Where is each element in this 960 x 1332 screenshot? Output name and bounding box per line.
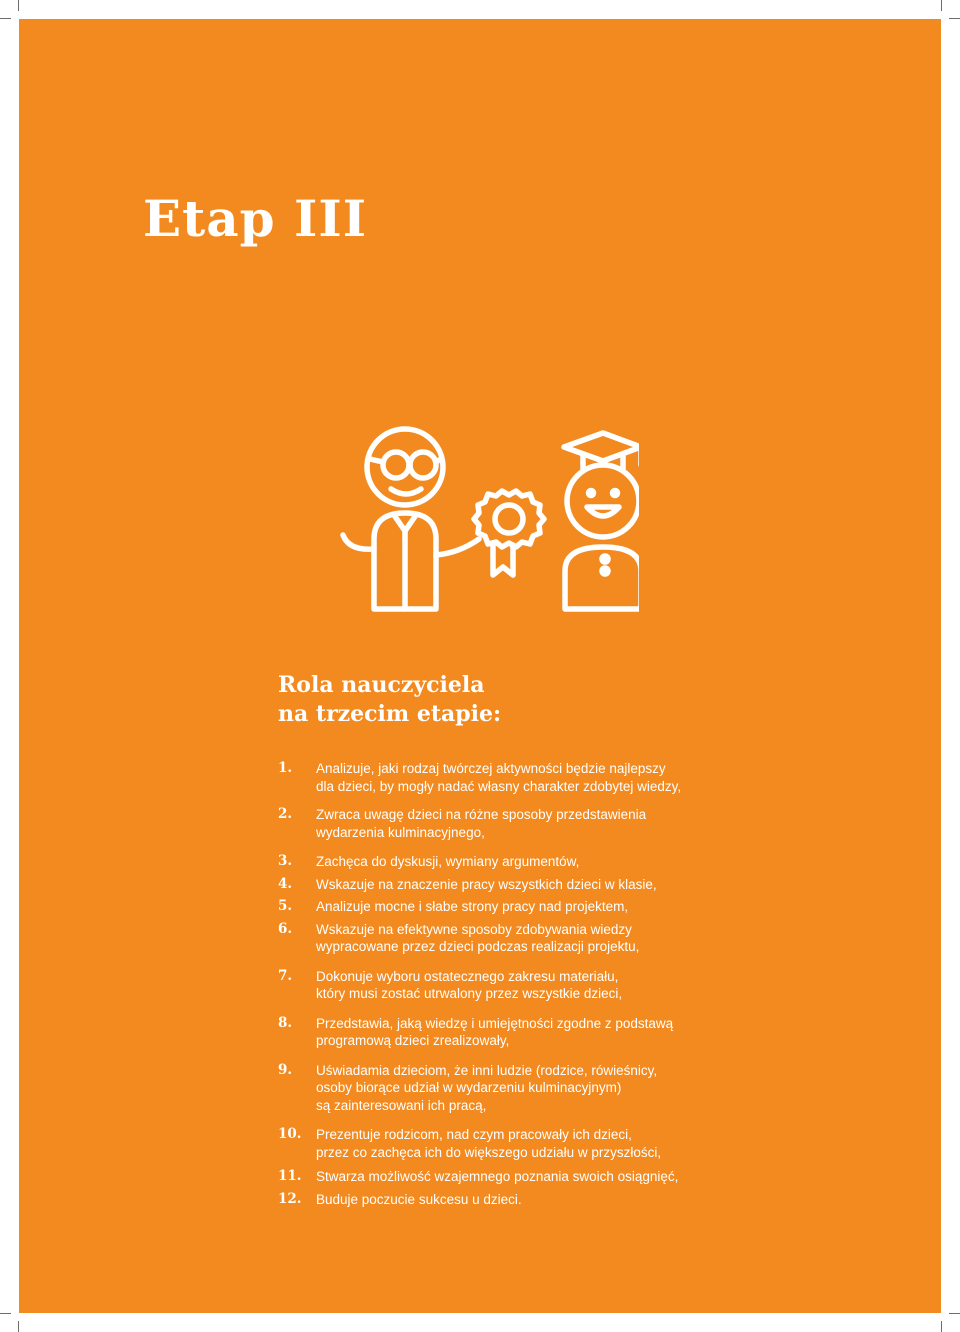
- role-heading-line2: na trzecim etapie:: [278, 701, 502, 727]
- task-number: 4.: [278, 875, 293, 892]
- rosette-award-icon: [474, 491, 544, 575]
- task-text-line: Analizuje, jaki rodzaj twórczej aktywności będzie najlepszy: [316, 761, 666, 776]
- task-text-line: są zainteresowani ich pracą,: [316, 1097, 487, 1113]
- task-text-line: przez co zachęca ich do większego udziału w przyszłości,: [316, 1144, 662, 1160]
- task-text-line: Uświadamia dzieciom, że inni ludzie (rodzice, rówieśnicy,: [316, 1062, 658, 1078]
- task-text-line: Dokonuje wyboru ostatecznego zakresu materiału,: [316, 968, 619, 984]
- task-item: [278, 1126, 938, 1161]
- task-item: [278, 806, 938, 841]
- task-item: [278, 853, 938, 871]
- task-item: [278, 1062, 938, 1115]
- task-text-line: dla dzieci, by mogły nadać własny charakter zdobytej wiedzy,: [316, 778, 682, 794]
- task-text-line: Zachęca do dyskusji, wymiany argumentów,: [316, 854, 580, 869]
- task-item: [278, 968, 938, 1003]
- crop-mark: [941, 0, 942, 11]
- task-number: 5.: [278, 898, 293, 914]
- task-text-line: wypracowane przez dzieci podczas realizacji projektu,: [316, 939, 640, 954]
- task-item: [278, 760, 938, 795]
- task-text-line: Buduje poczucie sukcesu u dzieci.: [316, 1191, 522, 1207]
- task-list: [278, 760, 938, 1208]
- task-text-line: programową dzieci zrealizowały,: [316, 1033, 510, 1048]
- task-item: [278, 1191, 938, 1209]
- task-text-line: osoby biorące udział w wydarzeniu kulminacyjnym): [316, 1080, 622, 1095]
- teacher-icon: [343, 429, 479, 609]
- task-number: 2.: [278, 806, 293, 822]
- task-number: 1.: [278, 760, 293, 776]
- task-text-line: wydarzenia kulminacyjnego,: [316, 824, 485, 840]
- task-text-line: Wskazuje na efektywne sposoby zdobywania wiedzy: [316, 921, 632, 937]
- task-number: 10.: [278, 1126, 302, 1142]
- task-number: 7.: [278, 967, 293, 984]
- task-item: [278, 921, 938, 956]
- task-text-line: Stwarza możliwość wzajemnego poznania swoich osiągnięć,: [316, 1169, 679, 1184]
- task-text-line: Przedstawia, jaką wiedzę i umiejętności zgodne z podstawą: [316, 1015, 674, 1031]
- task-number: 6.: [278, 920, 293, 937]
- crop-mark: [949, 1313, 960, 1314]
- task-text-line: Zwraca uwagę dzieci na różne sposoby przedstawienia: [316, 807, 647, 822]
- stage-title: Etap III: [143, 189, 368, 248]
- task-text-line: który musi zostać utrwalony przez wszystkie dzieci,: [316, 986, 623, 1001]
- task-number: 9.: [278, 1061, 293, 1078]
- graduate-student-icon: [564, 433, 639, 609]
- crop-mark: [0, 1313, 11, 1314]
- crop-mark: [18, 1321, 19, 1332]
- task-text-line: Analizuje mocne i słabe strony pracy nad projektem,: [316, 899, 629, 914]
- task-item: [278, 876, 938, 894]
- crop-mark: [18, 0, 19, 11]
- task-text-line: Prezentuje rodzicom, nad czym pracowały ich dzieci,: [316, 1127, 632, 1142]
- task-item: [278, 1015, 938, 1050]
- crop-mark: [941, 1321, 942, 1332]
- teacher-student-illustration: [319, 409, 639, 619]
- role-heading-line1: Rola nauczyciela: [278, 672, 485, 698]
- task-item: [278, 898, 938, 916]
- task-number: 3.: [278, 853, 293, 869]
- page-background: [19, 19, 941, 1313]
- crop-mark: [949, 18, 960, 19]
- task-item: [278, 1168, 938, 1186]
- crop-mark: [0, 18, 11, 19]
- role-heading: [278, 671, 501, 729]
- task-text-line: Wskazuje na znaczenie pracy wszystkich dzieci w klasie,: [316, 876, 657, 892]
- task-number: 12.: [278, 1190, 302, 1207]
- task-number: 8.: [278, 1014, 293, 1031]
- task-number: 11.: [278, 1168, 302, 1184]
